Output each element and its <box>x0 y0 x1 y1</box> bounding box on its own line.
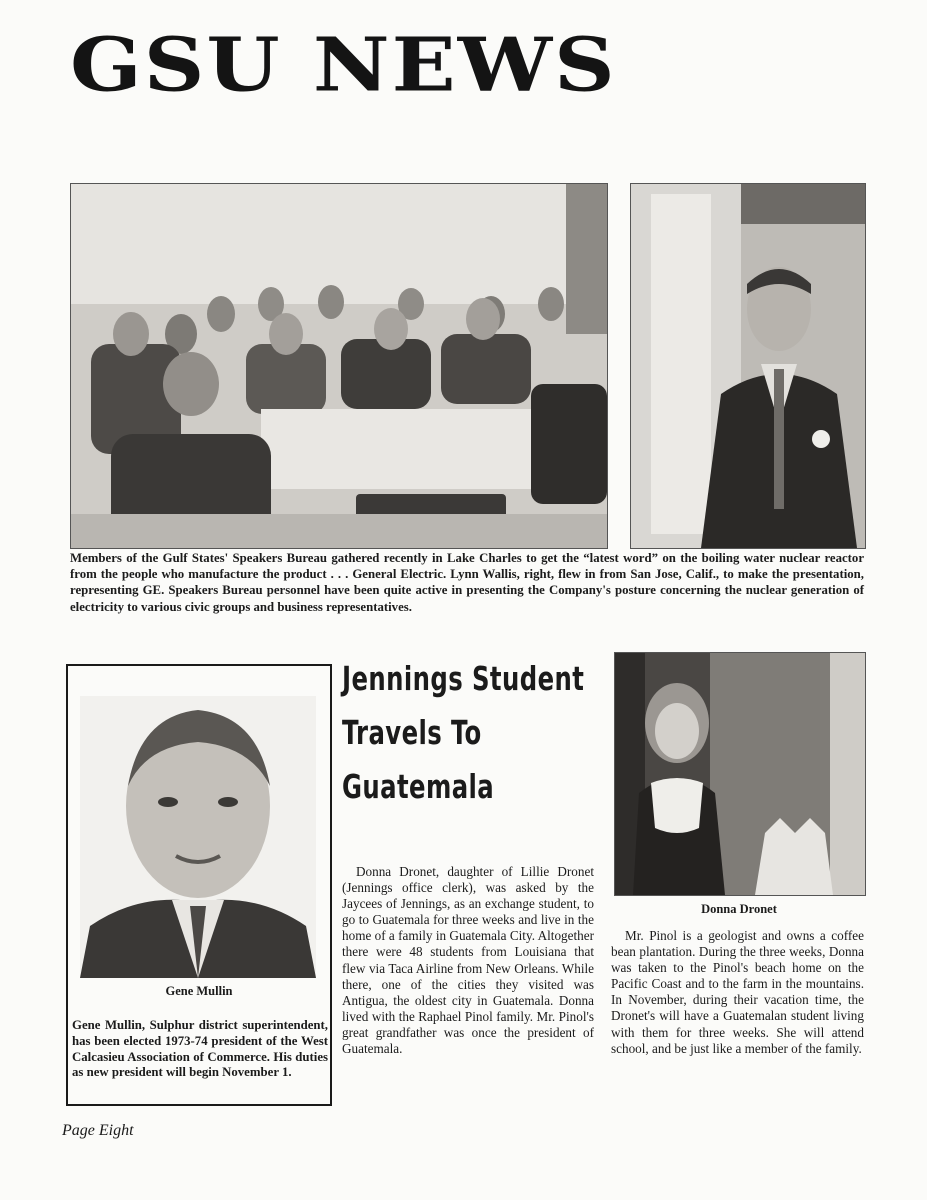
donna-dronet-photo <box>614 652 866 896</box>
article-column-2: Mr. Pinol is a geologist and owns a coffee bean plantation. During the three weeks, Donna was taken to the Pinol's beach home on the Pacific Coast and to the farm in the mountains. In November, during their vacation time, the Dronet's will have a Guatemalan student living with them for three weeks. She will attend school, and be just like a member of the family. <box>611 928 864 1056</box>
gene-mullin-box <box>66 664 332 1106</box>
lynn-wallis-photo-illustration <box>631 184 865 548</box>
gene-mullin-photo-illustration <box>80 696 316 978</box>
headline-line-1: Jennings Student <box>342 659 585 698</box>
page-number: Page Eight <box>62 1122 134 1139</box>
donna-dronet-label: Donna Dronet <box>701 902 777 916</box>
speakers-bureau-photo <box>70 183 608 549</box>
gene-mullin-photo <box>80 696 316 978</box>
speakers-bureau-photo-illustration <box>71 184 607 548</box>
headline-line-2: Travels To <box>342 713 482 752</box>
donna-dronet-photo-illustration <box>615 653 865 895</box>
masthead: GSU NEWS <box>70 20 617 109</box>
article-column-1: Donna Dronet, daughter of Lillie Dronet (Jennings office clerk), was asked by the Jaycees of Jennings, as an exchange student, to go to Guatemala for three weeks and live in the home of a family in Guatemala City. Altogether there were 48 students from Louisiana that flew via Taca Airline from New Orleans. While there, one of the cities they visited was Antigua, the oldest city in Guatemala. Donna lived with the Raphael Pinol family. Mr. Pinol's great grandfather was once the president of Guatemala. <box>342 864 594 1057</box>
speakers-bureau-caption: Members of the Gulf States' Speakers Bureau gathered recently in Lake Charles to get the “latest word” on the boiling water nuclear reactor from the people who manufacture the product . . . General Electric. Lynn Wallis, right, flew in from San Jose, Calif., to make the presentation, representing GE. Speakers Bureau personnel have been quite active in presenting the Company's posture concerning the nuclear generation of electricity to various civic groups and business representatives. <box>70 551 864 614</box>
lynn-wallis-photo <box>630 183 866 549</box>
gene-mullin-caption: Gene Mullin, Sulphur district superintendent, has been elected 1973-74 president of the West Calcasieu Association of Commerce. His duties as new president will begin November 1. <box>72 1018 328 1080</box>
gene-mullin-label: Gene Mullin <box>165 984 233 998</box>
headline-line-3: Guatemala <box>342 767 495 806</box>
